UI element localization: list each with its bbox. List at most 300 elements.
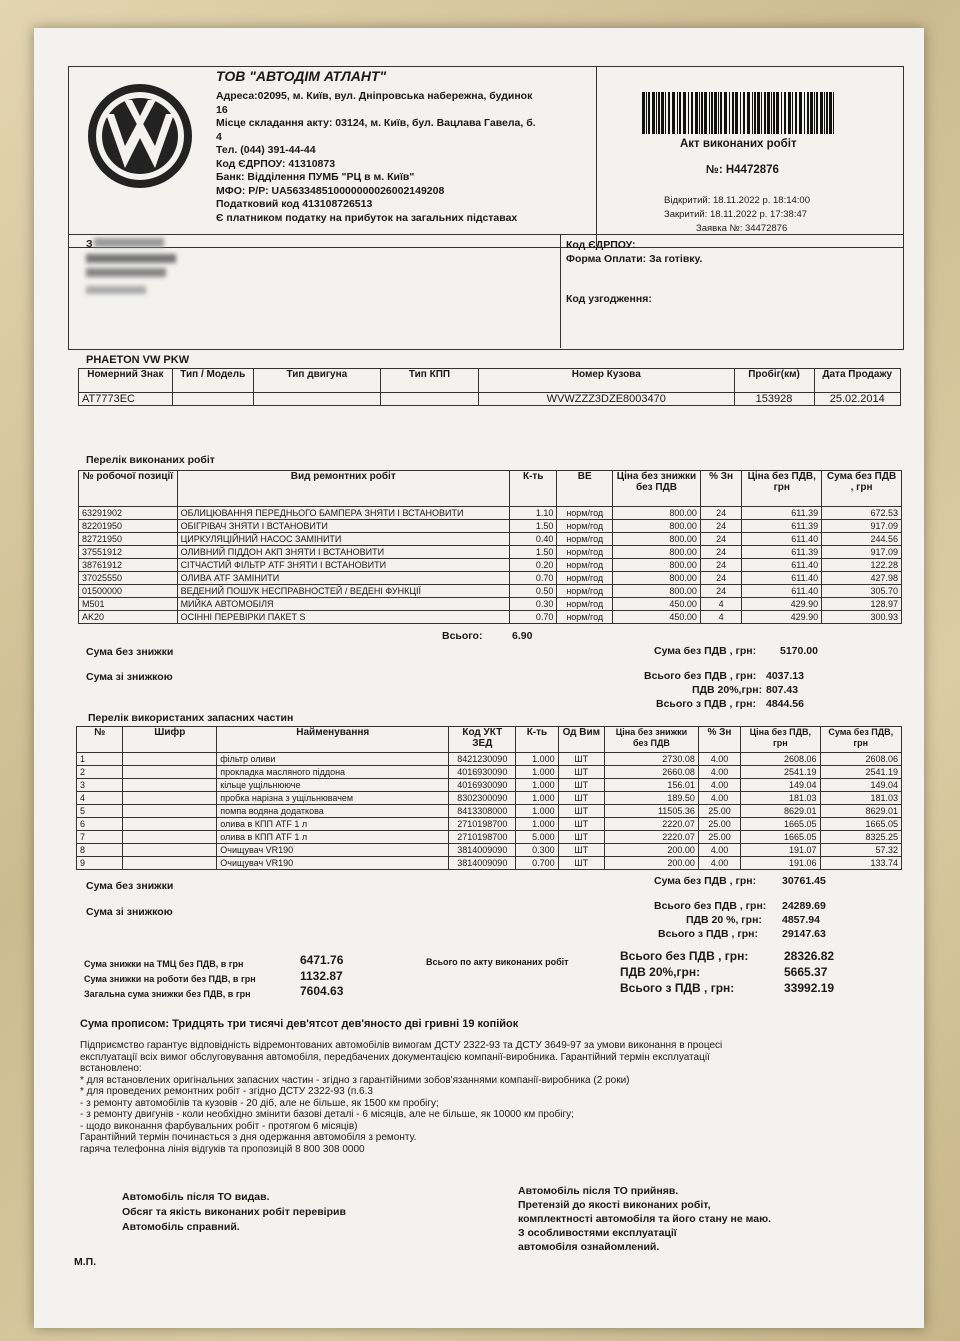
sign-left-line: Автомобіль після ТО видав. [122,1191,270,1203]
part-quantity: 1.000 [516,805,558,818]
work-description: ОБЛИЦЮВАННЯ ПЕРЕДНЬОГО БАМПЕРА ЗНЯТИ І ВСТАНОВИТИ [177,507,509,520]
works-total-label: Всього: [442,630,483,642]
discount-parts: 6471.76 [300,953,344,967]
parts-sum-no-discount: Сума без знижки [86,880,174,892]
part-quantity: 5.000 [516,831,558,844]
vehicle-header: Тип двигуна [253,369,380,393]
work-code: 38761912 [79,559,178,572]
company-line: Є платником податку на прибуток на загальних підставах [216,211,518,224]
sign-right-line: З особливостями експлуатації [518,1227,677,1239]
part-index: 5 [77,805,123,818]
parts-header: К-ть [516,727,558,753]
works-sum-no-vat: 5170.00 [780,645,818,657]
part-index: 6 [77,818,123,831]
parts-row [77,844,902,857]
work-price: 800.00 [613,546,701,559]
work-sum: 672.53 [822,507,902,520]
client-box [68,234,904,350]
part-price: 2220.07 [605,818,699,831]
work-sum: 917.09 [822,520,902,533]
part-price: 200.00 [605,844,699,857]
part-customs-code: 8413308000 [449,805,516,818]
vehicle-header: Номерний Знак [79,369,173,393]
parts-header: Найменування [217,727,449,753]
work-net-price: 611.40 [742,572,822,585]
works-total-no-vat-label: Всього без ПДВ , грн: [644,670,757,682]
parts-row [77,766,902,779]
part-name: олива в КПП ATF 1 л [217,831,449,844]
part-customs-code: 2710198700 [449,818,516,831]
grand-vat-label: ПДВ 20%,грн: [620,965,701,979]
works-total-value: 6.90 [512,630,533,642]
work-unit: норм/год [557,559,613,572]
part-net-price: 1665.05 [741,831,820,844]
work-sum: 244.56 [822,533,902,546]
part-name: Очищувач VR190 [217,857,449,870]
discount-parts-label: Сума знижки на ТМЦ без ПДВ, в грн [84,959,244,969]
discount-total: 7604.63 [300,984,344,998]
company-line: Банк: Відділення ПУМБ "РЦ в м. Київ" [216,171,415,183]
company-line: 4 [216,130,222,143]
work-discount: 4 [700,598,741,611]
works-row [79,533,902,546]
part-customs-code: 2710198700 [449,831,516,844]
work-quantity: 1.50 [509,520,556,533]
stamp-label: М.П. [74,1256,97,1268]
work-net-price: 611.39 [742,507,822,520]
work-quantity: 0.70 [509,572,556,585]
parts-total-no-vat-label: Всього без ПДВ , грн: [654,900,767,912]
part-discount: 4.00 [698,779,740,792]
work-discount: 24 [700,546,741,559]
part-net-price: 2608.06 [741,753,820,766]
part-sum: 133.74 [820,857,901,870]
warranty-line: Гарантійний термін починається з дня одержання автомобіля з ремонту. [80,1132,417,1143]
part-name: фільтр оливи [217,753,449,766]
part-sum: 149.04 [820,779,901,792]
works-header: Ціна без знижки без ПДВ [613,471,701,507]
warranty-line: - з ремонту двигунів - коли необхідно змінити базові деталі - 6 місяців, але не більше, як 10000 км пробігу; [80,1109,574,1120]
works-header: Сума без ПДВ , грн [822,471,902,507]
work-quantity: 0.50 [509,585,556,598]
work-price: 450.00 [613,611,701,624]
grand-vat: 5665.37 [784,965,828,979]
works-total-no-vat: 4037.13 [766,670,804,682]
work-net-price: 611.40 [742,585,822,598]
works-row [79,546,902,559]
client-redacted [94,238,164,247]
client-edrpou: Код ЄДРПОУ: [566,239,636,251]
part-name: Очищувач VR190 [217,844,449,857]
part-code [123,766,217,779]
vehicle-mileage: 153928 [734,393,814,406]
part-net-price: 181.03 [741,792,820,805]
work-quantity: 1.50 [509,546,556,559]
warranty-line: Підприємство гарантує відповідність відремонтованих автомобілів вимогам ДСТУ 2322-93 та ДСТУ 3649-97 за умови виконання в процесі [80,1040,723,1051]
act-number: №: Н4472876 [706,164,779,176]
works-row [79,585,902,598]
work-sum: 122.28 [822,559,902,572]
part-quantity: 0.700 [516,857,558,870]
work-code: 01500000 [79,585,178,598]
part-customs-code: 4016930090 [449,779,516,792]
parts-header: Ціна без знижки без ПДВ [605,727,699,753]
work-sum: 917.09 [822,546,902,559]
work-code: 63291902 [79,507,178,520]
part-discount: 25.00 [698,831,740,844]
part-discount: 25.00 [698,818,740,831]
part-index: 9 [77,857,123,870]
work-code: 82201950 [79,520,178,533]
part-name: прокладка масляного піддона [217,766,449,779]
warranty-line: експлуатації всіх вимог обслуговування автомобіля, передбачених документацією компанії-виробника. Гарантійний термін експлуатації [80,1051,710,1063]
part-discount: 4.00 [698,857,740,870]
part-unit: ШТ [558,857,604,870]
parts-header: Сума без ПДВ, грн [820,727,901,753]
part-unit: ШТ [558,753,604,766]
work-discount: 24 [700,520,741,533]
part-name: помпа водяна додаткова [217,805,449,818]
works-vat-label: ПДВ 20%,грн: [692,684,763,696]
act-closed: Закритий: 18.11.2022 р. 17:38:47 [664,209,808,220]
work-description: ОЛИВНИЙ ПІДДОН АКП ЗНЯТИ І ВСТАНОВИТИ [177,546,509,559]
works-header: Вид ремонтних робіт [177,471,509,507]
work-net-price: 429.90 [742,598,822,611]
amount-in-words: Сума прописом: Тридцять три тисячі дев'ятсот дев'яносто дві гривні 19 копійок [80,1018,519,1030]
parts-table [76,726,902,870]
work-description: ВЕДЕНИЙ ПОШУК НЕСПРАВНОСТЕЙ / ВЕДЕНІ ФУНКЦІЇ [177,585,509,598]
part-quantity: 0.300 [516,844,558,857]
part-unit: ШТ [558,805,604,818]
work-unit: норм/год [557,611,613,624]
warranty-line: * для встановлених оригінальних запасних частин - згідно з гарантійними зобов'язаннями компанії-виробника (2 роки) [80,1074,630,1086]
client-redacted [86,268,166,277]
works-table [78,470,902,624]
vehicle-table [78,368,901,406]
part-customs-code: 3814009090 [449,857,516,870]
works-total-vat: 4844.56 [766,698,804,710]
company-line: МФО: Р/Р: UA563348510000000026002149208 [216,184,445,197]
part-sum: 181.03 [820,792,901,805]
part-price: 2660.08 [605,766,699,779]
part-sum: 2541.19 [820,766,901,779]
discount-works: 1132.87 [300,969,343,983]
act-request: Заявка №: 34472876 [696,223,788,234]
parts-vat: 4857.94 [782,914,820,926]
part-unit: ШТ [558,818,604,831]
part-net-price: 191.06 [741,857,820,870]
parts-sum-with-discount: Сума зі знижкою [86,906,173,918]
sign-right-line: автомобіля ознайомлений. [518,1241,660,1253]
client-payment: Форма Оплати: За готівку. [566,253,703,265]
sign-right-line: Претензій до якості виконаних робіт, [518,1199,711,1211]
work-net-price: 611.40 [742,559,822,572]
works-header: № робочої позиції [79,471,178,507]
work-code: 37551912 [79,546,178,559]
header-divider [596,66,597,246]
warranty-line: - щодо виконання фарбувальних робіт - протягом 6 місяців) [80,1120,358,1132]
work-unit: норм/год [557,585,613,598]
grand-no-vat: 28326.82 [784,949,835,963]
work-quantity: 1.10 [509,507,556,520]
part-quantity: 1.000 [516,818,558,831]
work-unit: норм/год [557,533,613,546]
part-customs-code: 3814009090 [449,844,516,857]
part-sum: 2608.06 [820,753,901,766]
work-unit: норм/год [557,507,613,520]
parts-header: Код УКТ ЗЕД [449,727,516,753]
part-unit: ШТ [558,792,604,805]
work-net-price: 429.90 [742,611,822,624]
part-net-price: 149.04 [741,779,820,792]
works-header: % Зн [700,471,741,507]
sign-left-line: Автомобіль справний. [122,1221,240,1233]
grand-with-vat-label: Всього з ПДВ , грн: [620,981,735,995]
part-price: 200.00 [605,857,699,870]
barcode-icon [642,92,838,134]
warranty-line: - з ремонту автомобілів та кузовів - 20 діб, але не більше, як 1500 км пробігу; [80,1097,439,1109]
work-description: СІТЧАСТИЙ ФІЛЬТР ATF ЗНЯТИ І ВСТАНОВИТИ [177,559,509,572]
vehicle-vin: WVWZZZ3DZE8003470 [478,393,734,406]
client-redacted [86,254,176,263]
part-sum: 57.32 [820,844,901,857]
work-price: 450.00 [613,598,701,611]
work-code: AK20 [79,611,178,624]
work-description: ОСІННІ ПЕРЕВІРКИ ПАКЕТ S [177,611,509,624]
part-net-price: 191.07 [741,844,820,857]
parts-row [77,831,902,844]
company-line: Тел. (044) 391-44-44 [216,144,316,156]
grand-no-vat-label: Всього без ПДВ , грн: [620,949,749,963]
act-title: Акт виконаних робіт [680,138,797,150]
grand-with-vat: 33992.19 [784,981,835,995]
works-row [79,611,902,624]
part-unit: ШТ [558,779,604,792]
works-header: К-ть [509,471,556,507]
vehicle-header: Номер Кузова [478,369,734,393]
parts-sum-no-vat-label: Сума без ПДВ , грн: [654,875,757,887]
company-line: Місце складання акту: 03124, м. Київ, бул. Вацлава Гавела, б. [216,117,536,129]
part-discount: 4.00 [698,766,740,779]
vehicle-header: Тип КПП [381,369,479,393]
part-index: 8 [77,844,123,857]
part-net-price: 1665.05 [741,818,820,831]
part-index: 7 [77,831,123,844]
part-name: кільце ущільнююче [217,779,449,792]
vehicle-gearbox [381,393,479,406]
part-unit: ШТ [558,766,604,779]
part-price: 156.01 [605,779,699,792]
parts-header: Шифр [123,727,217,753]
vehicle-header: Пробіг(км) [734,369,814,393]
part-code [123,792,217,805]
work-price: 800.00 [613,533,701,546]
work-discount: 4 [700,611,741,624]
work-code: 82721950 [79,533,178,546]
parts-header: % Зн [698,727,740,753]
work-quantity: 0.20 [509,559,556,572]
works-row [79,598,902,611]
work-price: 800.00 [613,585,701,598]
part-discount: 4.00 [698,792,740,805]
part-quantity: 1.000 [516,792,558,805]
works-sum-with-discount: Сума зі знижкою [86,671,173,683]
part-discount: 4.00 [698,844,740,857]
sign-right-line: комплектності автомобіля та його стану не маю. [518,1213,772,1225]
company-line: Код ЄДРПОУ: 41310873 [216,157,336,170]
work-price: 800.00 [613,520,701,533]
sign-left-line: Обсяг та якість виконаних робіт перевірив [122,1206,346,1218]
work-unit: норм/год [557,520,613,533]
work-sum: 305.70 [822,585,902,598]
part-quantity: 1.000 [516,753,558,766]
works-sum-no-discount: Сума без знижки [86,646,174,658]
company-line: Адреса:02095, м. Київ, вул. Дніпровська набережна, будинок [216,90,533,102]
parts-header: № [77,727,123,753]
company-line: 16 [216,103,228,116]
work-net-price: 611.39 [742,546,822,559]
grand-label: Всього по акту виконаних робіт [426,957,569,967]
work-sum: 427.98 [822,572,902,585]
discount-works-label: Сума знижки на роботи без ПДВ, в грн [84,974,256,984]
work-unit: норм/год [557,598,613,611]
vehicle-engine [253,393,380,406]
vw-logo-icon [84,80,196,192]
sign-left [122,1190,346,1235]
parts-vat-label: ПДВ 20 %, грн: [686,914,762,926]
work-discount: 24 [700,507,741,520]
work-unit: норм/год [557,546,613,559]
parts-total-vat-label: Всього з ПДВ , грн: [658,928,758,940]
part-customs-code: 8302300090 [449,792,516,805]
work-code: 37025550 [79,572,178,585]
part-code [123,844,217,857]
work-price: 800.00 [613,572,701,585]
works-header: Ціна без ПДВ, грн [742,471,822,507]
part-sum: 1665.05 [820,818,901,831]
works-vat: 807.43 [766,684,799,696]
warranty-text [80,1040,722,1155]
part-name: олива в КПП ATF 1 л [217,818,449,831]
works-row [79,520,902,533]
parts-row [77,792,902,805]
work-description: ЦИРКУЛЯЦІЙНИЙ НАСОС ЗАМІНИТИ [177,533,509,546]
part-quantity: 1.000 [516,766,558,779]
part-code [123,857,217,870]
part-customs-code: 8421230090 [449,753,516,766]
work-discount: 24 [700,585,741,598]
part-price: 11505.36 [605,805,699,818]
works-sum-no-vat-label: Сума без ПДВ , грн: [654,645,757,657]
client-divider [560,234,561,348]
work-sum: 128.97 [822,598,902,611]
parts-total-no-vat: 24289.69 [782,900,826,912]
company-name: ТОВ "АВТОДІМ АТЛАНТ" [216,68,387,84]
vehicle-header: Дата Продажу [814,369,901,393]
parts-header: Од Вим [558,727,604,753]
act-opened: Відкритий: 18.11.2022 р. 18:14:00 [664,195,811,206]
work-discount: 24 [700,533,741,546]
work-unit: норм/год [557,572,613,585]
work-description: ОБІГРІВАЧ ЗНЯТИ І ВСТАНОВИТИ [177,520,509,533]
work-quantity: 0.40 [509,533,556,546]
parts-row [77,818,902,831]
sign-right [518,1184,771,1254]
part-price: 2730.08 [605,753,699,766]
work-description: ОЛИВА ATF ЗАМІНИТИ [177,572,509,585]
part-customs-code: 4016930090 [449,766,516,779]
work-sum: 300.93 [822,611,902,624]
works-header: ВЕ [557,471,613,507]
works-row [79,572,902,585]
part-discount: 4.00 [698,753,740,766]
parts-row [77,805,902,818]
part-code [123,831,217,844]
work-price: 800.00 [613,559,701,572]
company-line: Податковий код 413108726513 [216,198,373,210]
warranty-line: гаряча телефонна лінія відгуків та пропозицій 8 800 308 0000 [80,1143,365,1155]
company-details [216,90,536,225]
part-name: пробка нарізна з ущільнювачем [217,792,449,805]
parts-row [77,779,902,792]
part-net-price: 2541.19 [741,766,820,779]
part-index: 4 [77,792,123,805]
work-net-price: 611.40 [742,533,822,546]
parts-row [77,857,902,870]
part-sum: 8629.01 [820,805,901,818]
vehicle-model [172,393,253,406]
part-code [123,805,217,818]
parts-title: Перелік використаних запасних частин [88,712,294,724]
work-quantity: 0.30 [509,598,556,611]
work-discount: 24 [700,572,741,585]
client-name: З [86,238,93,250]
sign-right-line: Автомобіль після ТО прийняв. [518,1185,679,1197]
works-row [79,559,902,572]
work-price: 800.00 [613,507,701,520]
client-agreement: Код узгодження: [566,293,652,305]
work-description: МИЙКА АВТОМОБІЛЯ [177,598,509,611]
part-unit: ШТ [558,844,604,857]
parts-row [77,753,902,766]
vehicle-sale-date: 25.02.2014 [814,393,901,406]
warranty-line: * для проведених ремонтних робіт - згідно ДСТУ 2322-93 (п.6.3 [80,1086,373,1097]
works-row [79,507,902,520]
vehicle-header: Тип / Модель [172,369,253,393]
parts-total-vat: 29147.63 [782,928,826,940]
part-discount: 25.00 [698,805,740,818]
part-price: 2220.07 [605,831,699,844]
vehicle-plate: AT7773EC [79,393,173,406]
part-unit: ШТ [558,831,604,844]
part-sum: 8325.25 [820,831,901,844]
parts-header: Ціна без ПДВ, грн [741,727,820,753]
work-discount: 24 [700,559,741,572]
work-net-price: 611.39 [742,520,822,533]
work-quantity: 0.70 [509,611,556,624]
document-sheet [34,28,924,1328]
part-code [123,753,217,766]
part-price: 189.50 [605,792,699,805]
part-code [123,779,217,792]
vehicle-title: PHAETON VW PKW [86,354,190,366]
works-title: Перелік виконаних робіт [86,454,215,466]
work-code: M501 [79,598,178,611]
part-net-price: 8629.01 [741,805,820,818]
warranty-line: встановлено: [80,1063,142,1074]
works-total-vat-label: Всього з ПДВ , грн: [656,698,756,710]
part-quantity: 1.000 [516,779,558,792]
